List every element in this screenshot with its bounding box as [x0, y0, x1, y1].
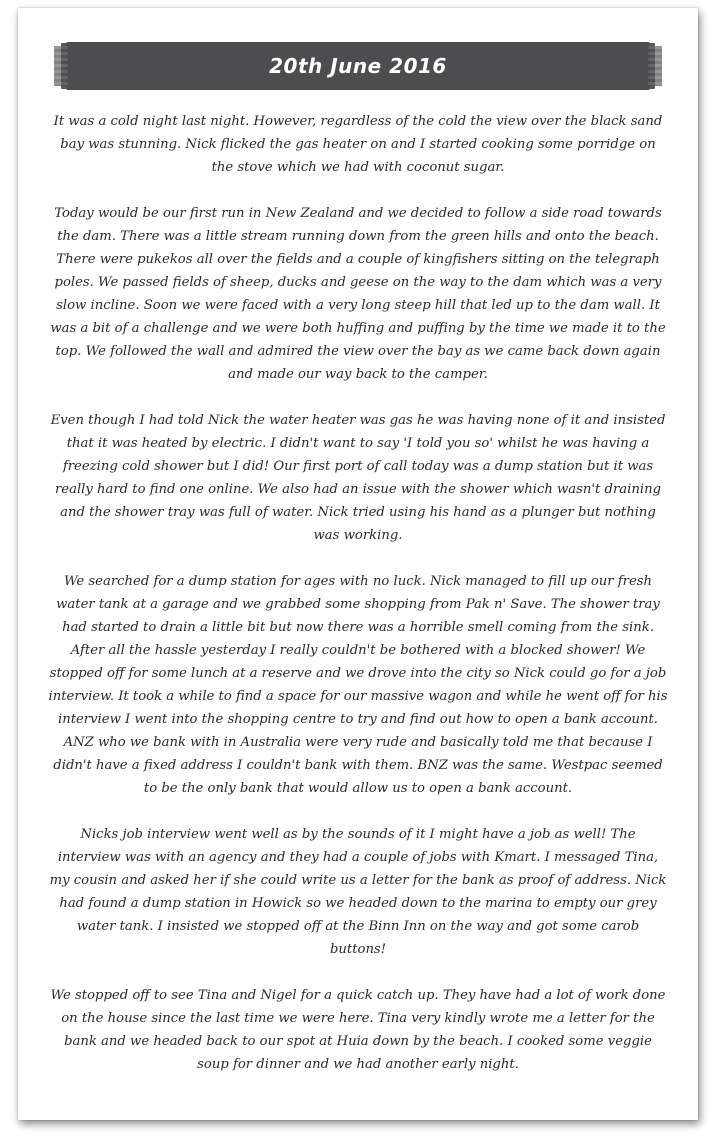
paragraph-1: It was a cold night last night. However, regardless of the cold the view over the black sand bay was stunning. Nick flicked the gas heater on and I started cooking some porridge on the stove which we had with coconut sugar. [53, 114, 663, 175]
paragraph-4: We searched for a dump station for ages with no luck. Nick managed to fill up our fresh water tank at a garage and we grabbed some shopping from Pak n' Save. The shower tray had started to drain a little bit but now there was a horrible smell coming from the sink. After all the hassle yesterday I really couldn't be bothered with a blocked shower! We stopped off for some lunch at a reserve and we drove into the city so Nick could go for a job interview. It took a while to find a space for our massive wagon and while he went off for his interview I went into the shopping centre to try and find out how to open a bank account. ANZ who we bank with in Australia were very rude and basically told me that because I didn't have a fixed address I couldn't bank with them. BNZ was the same. Westpac seemed to be the only bank that would allow us to open a bank account. [48, 574, 668, 796]
journal-body [48, 110, 668, 1099]
page-title: 20th June 2016 [269, 54, 447, 78]
paragraph-5: Nicks job interview went well as by the sounds of it I might have a job as well! The interview was with an agency and they had a couple of jobs with Kmart. I messaged Tina, my cousin and asked her if she could write us a letter for the bank as proof of address. Nick had found a dump station in Howick so we headed down to the marina to empty our grey water tank. I insisted we stopped off at the Binn Inn on the way and got some carob buttons! [49, 827, 667, 957]
paragraph-6: We stopped off to see Tina and Nigel for a quick catch up. They have had a lot of work done on the house since the last time we were here. Tina very kindly wrote me a letter for the bank and we headed back to our spot at Huia down by the beach. I cooked some veggie soup for dinner and we had another early night. [50, 988, 666, 1072]
journal-page [18, 8, 698, 1120]
paragraph-3: Even though I had told Nick the water heater was gas he was having none of it and insisted that it was heated by electric. I didn't want to say 'I told you so' whilst he was having a freezing cold shower but I did! Our first port of call today was a dump station but it was really hard to find one online. We also had an issue with the shower which wasn't draining and the shower tray was full of water. Nick tried using his hand as a plunger but nothing was working. [50, 413, 666, 543]
title-banner [66, 42, 650, 90]
paragraph-2: Today would be our first run in New Zealand and we decided to follow a side road towards the dam. There was a little stream running down from the green hills and onto the beach. There were pukekos all over the fields and a couple of kingfishers sitting on the telegraph poles. We passed fields of sheep, ducks and geese on the way to the dam which was a very slow incline. Soon we were faced with a very long steep hill that led up to the dam wall. It was a bit of a challenge and we were both huffing and puffing by the time we made it to the top. We followed the wall and admired the view over the bay as we came back down again and made our way back to the camper. [50, 206, 666, 382]
